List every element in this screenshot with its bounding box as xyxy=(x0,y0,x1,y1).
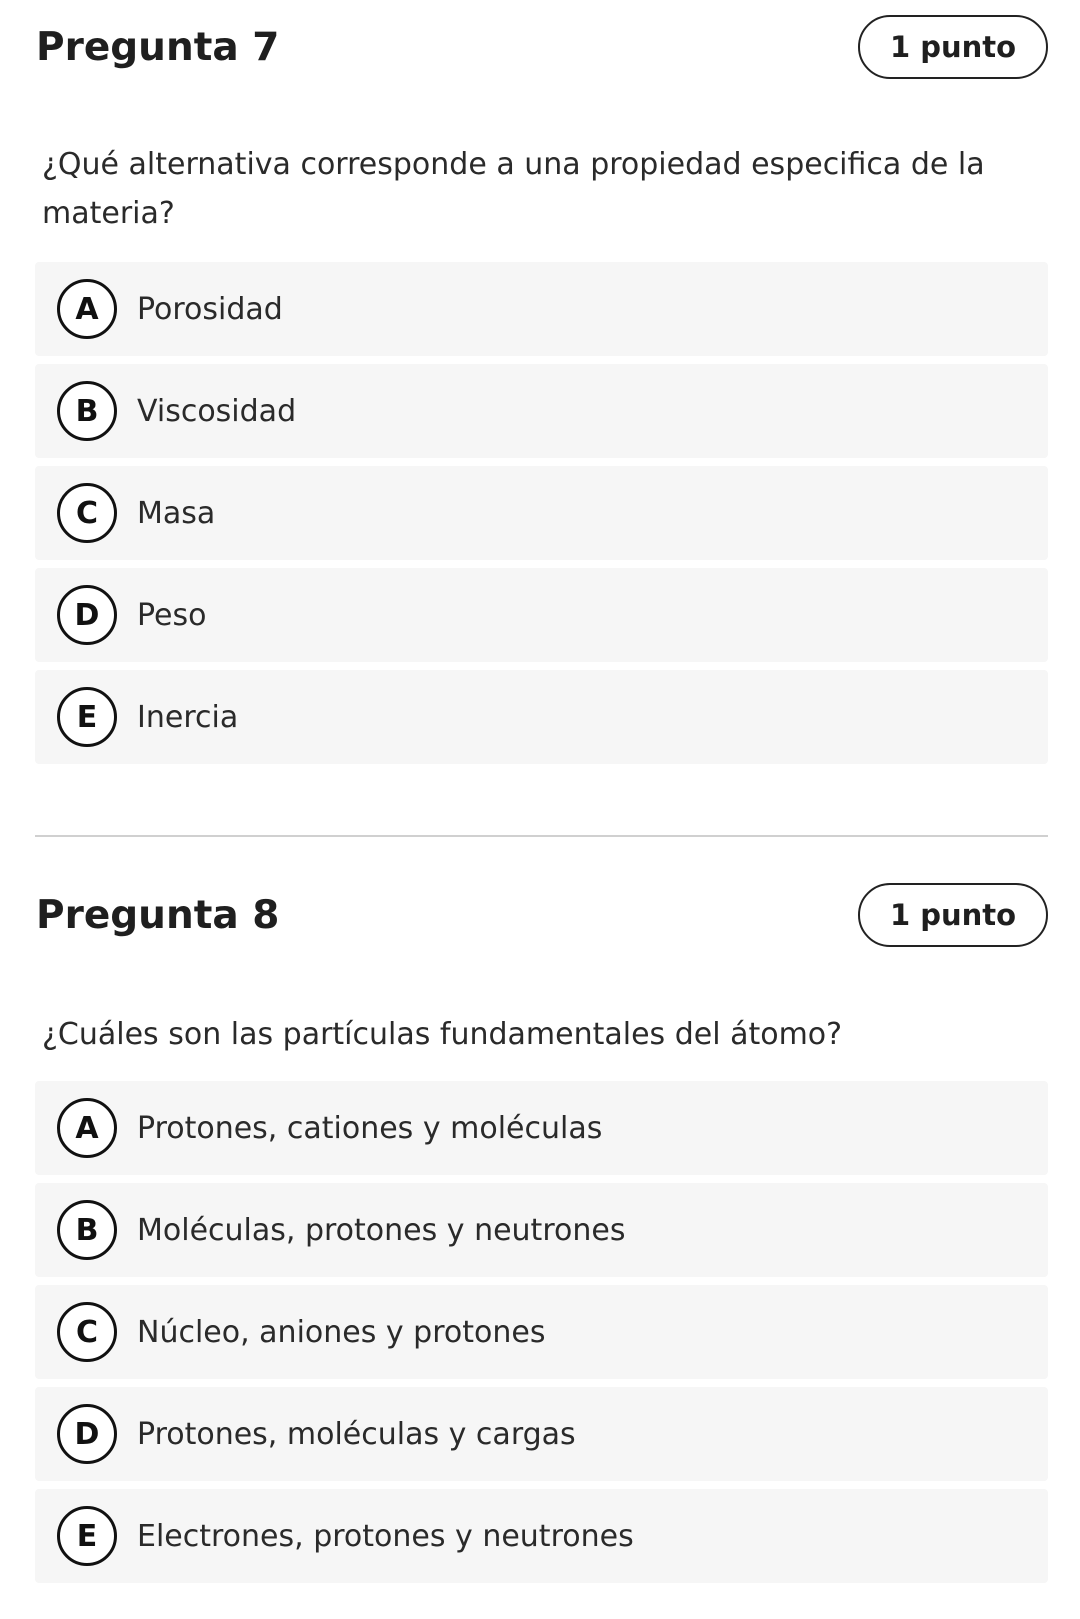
option-letter: B xyxy=(57,1200,117,1260)
option-label: Protones, moléculas y cargas xyxy=(137,1416,576,1452)
question-header xyxy=(35,868,1048,938)
section-divider xyxy=(35,835,1048,837)
option-c[interactable] xyxy=(35,466,1048,560)
question-7 xyxy=(35,0,1048,735)
option-label: Núcleo, aniones y protones xyxy=(137,1314,546,1350)
option-label: Porosidad xyxy=(137,291,283,327)
option-label: Inercia xyxy=(137,699,239,735)
option-label: Peso xyxy=(137,597,207,633)
option-label: Moléculas, protones y neutrones xyxy=(137,1212,626,1248)
option-letter: C xyxy=(57,1302,117,1362)
option-letter: C xyxy=(57,483,117,543)
question-8 xyxy=(35,868,1048,1554)
option-d[interactable] xyxy=(35,1387,1048,1481)
option-letter: A xyxy=(57,1098,117,1158)
option-b[interactable] xyxy=(35,1183,1048,1277)
option-a[interactable] xyxy=(35,262,1048,356)
option-letter: A xyxy=(57,279,117,339)
option-c[interactable] xyxy=(35,1285,1048,1379)
points-badge: 1 punto xyxy=(858,883,1048,947)
option-letter: D xyxy=(57,1404,117,1464)
options-list xyxy=(35,262,1048,772)
question-text: ¿Cuáles son las partículas fundamentales del átomo? xyxy=(42,1017,843,1052)
option-letter: E xyxy=(57,687,117,747)
points-badge: 1 punto xyxy=(858,15,1048,79)
option-a[interactable] xyxy=(35,1081,1048,1175)
option-letter: D xyxy=(57,585,117,645)
option-letter: B xyxy=(57,381,117,441)
option-label: Protones, cationes y moléculas xyxy=(137,1110,603,1146)
option-e[interactable] xyxy=(35,670,1048,764)
option-e[interactable] xyxy=(35,1489,1048,1583)
question-text: ¿Qué alternativa corresponde a una propiedad especifica de la materia? xyxy=(42,147,985,231)
options-list xyxy=(35,1081,1048,1591)
option-b[interactable] xyxy=(35,364,1048,458)
option-label: Viscosidad xyxy=(137,393,297,429)
option-label: Electrones, protones y neutrones xyxy=(137,1518,634,1554)
question-title: Pregunta 8 xyxy=(36,893,280,938)
option-label: Masa xyxy=(137,495,216,531)
option-letter: E xyxy=(57,1506,117,1566)
option-d[interactable] xyxy=(35,568,1048,662)
question-header xyxy=(35,0,1048,70)
question-title: Pregunta 7 xyxy=(36,25,280,70)
